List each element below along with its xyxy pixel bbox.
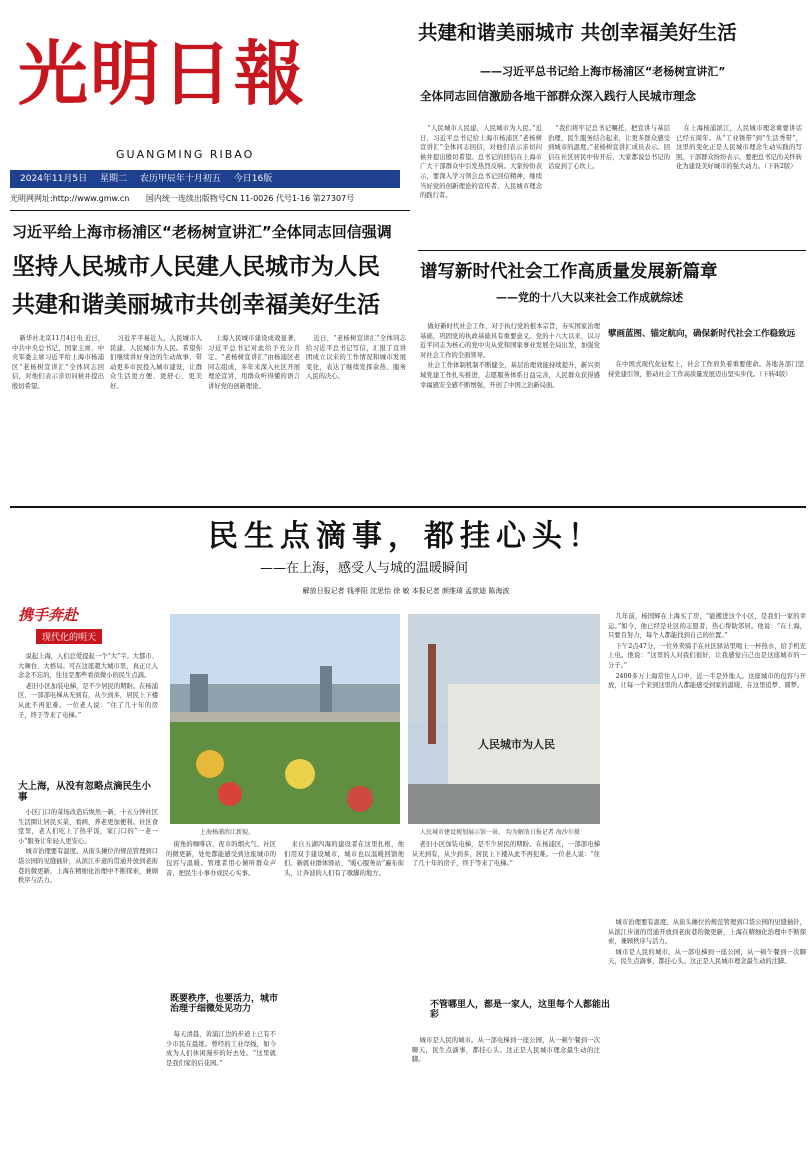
feature-column-4: 老旧小区加装电梯，是不少居民的期盼。在杨浦区，一部部电梯从无到有，从少到多，居民上下楼从此不再犯难。一位老人说：“住了几十年的房子，终于等来了电梯。” — [412, 841, 600, 868]
photo-caption-2: 人民城市建设规划展示馆一景。 均为解放日报记者 海沙尔摄 — [420, 829, 580, 836]
feature-subtitle: ——在上海，感受人与城的温暖瞬间 — [260, 561, 469, 576]
top-right-column-2: “我们将牢记总书记嘱托，把宣讲与基层治理、民生服务结合起来，让更多群众感受到城市的温度。”老杨树宣讲汇成员表示。回信在社区居民中传开后，大家都说总书记的话说到了心坎上。 — [548, 125, 670, 171]
page-count: 今日16版 — [233, 174, 273, 184]
feature-right-column: 几年前，杨国辉在上海买了房，“能搬进这个小区，是我们一家的幸运。”如今，他已经是社区的志愿者，热心帮助邻居。他说：“在上海，只要肯努力，每个人都能找到自己的位置。” 下午2点47分，一位外卖骑手在社区驿站里喝上一杯热水，给手机充上电。他说：“这里的人对我们很好，让我感觉自己也是这座城市的一分子。” 2400多万上海常住人口中，近一半是外地人。这座城市的包容与开放，让每一个来到这里的人都能感受到家的温暖，在这里追梦、圆梦。 — [608, 613, 806, 690]
feature-column-2: 街角的咖啡店、夜市的烟火气、社区的微更新，处处都能感受到这座城市的包容与温暖。管理者用心倾听群众声音，把民生小事办成民心实事。 — [166, 841, 276, 877]
feature-column-3: 来自五湖四海的建设者在这里扎根，他们用双手建设城市，城市也以温暖回馈他们。新就业群体驿站、“暖心服务站”遍布街头，让奔波的人们有了歇脚的地方。 — [284, 841, 404, 877]
weekday: 星期二 — [99, 174, 127, 184]
review-subheading: 擘画蓝图、锚定航向，确保新时代社会工作稳致远 — [608, 329, 796, 339]
lead-kicker: 习近平给上海市杨浦区“老杨树宣讲汇”全体同志回信强调 — [12, 223, 392, 241]
feature-column-2b: 每天清晨，黄浦江边的步道上已有不少市民在晨练。曾经的工业岸线，如今成为人们休闲漫步的好去处。“这里就是我们家的后花园。” — [166, 1031, 276, 1067]
flower-shape — [285, 759, 315, 789]
flower-shape — [218, 782, 242, 806]
hall-shape — [448, 684, 600, 784]
lead-column-4: 近日，“老杨树宣讲汇”全体同志给习近平总书记写信，汇报了宣讲团成立以来的工作情况和城市发展变化，表达了继续发挥余热、服务人民的决心。 — [306, 335, 406, 381]
exhibition-photo-illustration — [408, 614, 600, 824]
photo-caption-1: 上海杨浦滨江新貌。 — [200, 829, 255, 836]
lead-headline-line-2[interactable]: 共建和谐美丽城市共创幸福美好生活 — [12, 292, 380, 318]
riverside-photo-illustration — [170, 614, 400, 824]
flower-shape — [196, 750, 224, 778]
feature-subheading-3: 不管哪里人，都是一家人，这里每个人都能出彩 — [430, 1000, 611, 1021]
feature-column-1: 小区门口的菜场改造后焕然一新，十五分钟社区生活圈让居民买菜、看病、养老更加便利。社区食堂里，老人们吃上了热乎饭，家门口的“一老一小”服务让年轻人更安心。 城市治理要有温度。从街头摊位的规范管理到口袋公园的见缝插针，从滨江步道的贯通开放到老街巷的微更新，上海在精细化治理中不断探索，兼顾秩序与活力。 — [18, 809, 158, 885]
lunar-date: 农历甲辰年十月初五 — [139, 174, 221, 184]
feature-lead-text: 说起上海，人们总爱提起一个“大”字。大都市、大舞台、大格局。可在这座超大城市里，真正让人念念不忘的，往往是那些看似微小的民生点滴。 老旧小区加装电梯，是不少居民的期盼。在杨浦区，一部部电梯从无到有，从少到多，居民上下楼从此不再犯难。一位老人说：“住了几十年的房子，终于等来了电梯。” — [18, 653, 158, 719]
dateline-bar — [10, 170, 400, 188]
photo-exhibition-hall — [408, 614, 600, 824]
sky-shape — [170, 614, 400, 684]
top-right-subtitle-2: 全体同志回信激励各地干部群众深入践行人民城市理念 — [420, 89, 696, 103]
top-right-column-1: “人民城市人民建，人民城市为人民。”近日，习近平总书记给上海市杨浦区“老杨树宣讲汇”全体同志回信，对他们表示亲切问候并提出殷切希望。总书记的回信在上海市广大干部群众中引发热烈反响。大家纷纷表示，要深入学习领会总书记回信精神，继续当好党的创新理论的宣传者、人民城市理念的践行者。 — [420, 125, 542, 200]
feature-column-5: 城市治理要有温度。从街头摊位的规范管理到口袋公园的见缝插针，从滨江步道的贯通开放到老街巷的微更新，上海在精细化治理中不断探索，兼顾秩序与活力。 城市是人民的城市。从一部电梯到一座公园，从一顿午餐到一次聊天，民生点滴事，都挂心头。这正是人民城市理念最生动的注脚。 — [608, 919, 806, 966]
lead-column-2: 习近平平易近人，人民城市人民建，人民城市为人民。希望你们继续讲好身边的生动故事，带动更多市民投入城市建设，让群众生活更方便、更舒心、更美好。 — [110, 335, 202, 390]
lead-column-1: 新华社北京11月4日电 近日，中共中央总书记、国家主席、中央军委主席习近平给上海市杨浦区“老杨树宣讲汇”全体同志回信，对他们表示亲切问候并提出殷切希望。 — [12, 335, 104, 390]
divider — [10, 210, 410, 211]
walkway-shape — [170, 712, 400, 722]
building-shape — [190, 674, 208, 714]
review-column-1: 做好新时代社会工作，对于执行党的根本宗旨，夯实国家治理基础，巩固党的执政基础具有重要意义。党的十八大以来，以习近平同志为核心的党中央从党和国家事业发展全局出发，加强党对社会工作的全面领导。 社会工作体制机制不断健全，基层治理效能持续提升，新兴领域党建工作扎实推进，志愿服务体系日益完善，人民群众获得感幸福感安全感不断增强，开创了中国之治新局面。 — [420, 323, 600, 389]
badge-subtitle: 现代化的明天 — [36, 629, 102, 644]
feature-column-4b: 城市是人民的城市。从一部电梯到一座公园，从一顿午餐到一次聊天，民生点滴事，都挂心头。这正是人民城市理念最生动的注脚。 — [412, 1037, 600, 1064]
building-shape — [320, 666, 332, 714]
feature-byline: 解放日报记者 钱孝阳 沈思怡 徐 敏 本报记者 颜维琦 孟歆迪 陈海波 — [302, 587, 510, 595]
flower-shape — [347, 786, 373, 812]
review-subtitle: ——党的十八大以来社会工作成就综述 — [496, 291, 683, 304]
top-right-subtitle: ——习近平总书记给上海市杨浦区“老杨树宣讲汇” — [480, 65, 726, 78]
feature-headline[interactable]: 民生点滴事，都挂心头！ — [208, 519, 604, 554]
exhibition-sign: 人民城市为人民 — [478, 738, 555, 751]
website-link[interactable]: 光明网网址:http://www.gmw.cn — [10, 194, 130, 203]
review-column-2: 在中国式现代化征程上，社会工作肩负着重要使命。各地各部门坚持党建引领，推动社会工作高质量发展迈出坚实步伐。（下转4版） — [608, 361, 804, 378]
top-right-headline[interactable]: 共建和谐美丽城市 共创幸福美好生活 — [418, 21, 737, 44]
plaza-shape — [408, 784, 600, 824]
issue-date: 2024年11月5日 — [20, 174, 88, 184]
newspaper-pinyin: GUANGMING RIBAO — [116, 148, 255, 161]
photo-yangpu-riverside — [170, 614, 400, 824]
top-right-column-3: 在上海杨浦滨江，人民城市理念重要讲话已经五周年。从“工业锈带”到“生活秀带”，这里的变化正是人民城市理念生动实践的写照。干部群众纷纷表示，要把总书记的关怀转化为建设美好城市的强大动力。（下转2版） — [676, 125, 802, 171]
column-badge — [18, 604, 140, 648]
issue-number: 国内统一连续出版物号CN 11-0026 代号1-16 第27307号 — [145, 194, 355, 203]
badge-title: 携手奔赴 — [18, 606, 79, 624]
feature-subheading-2: 既要秩序，也要活力，城市治理于细微处见功力 — [170, 994, 279, 1015]
publication-info — [10, 193, 400, 204]
divider — [418, 250, 806, 251]
lead-column-3: 上海人民城市建设成效显著，习近平总书记对此给予充分肯定。“老杨树宣讲汇”由杨浦区老同志组成，多年来深入社区开展理论宣讲，用群众听得懂的语言讲好党的创新理论。 — [208, 335, 300, 390]
review-headline[interactable]: 谱写新时代社会工作高质量发展新篇章 — [420, 262, 718, 282]
chimney-shape — [428, 644, 436, 744]
feature-divider — [10, 506, 806, 508]
lead-headline-line-1[interactable]: 坚持人民城市人民建人民城市为人民 — [12, 254, 380, 280]
newspaper-logo: 光明日報 — [18, 32, 306, 115]
feature-subheading-1: 大上海，从没有忽略点滴民生小事 — [18, 781, 152, 803]
